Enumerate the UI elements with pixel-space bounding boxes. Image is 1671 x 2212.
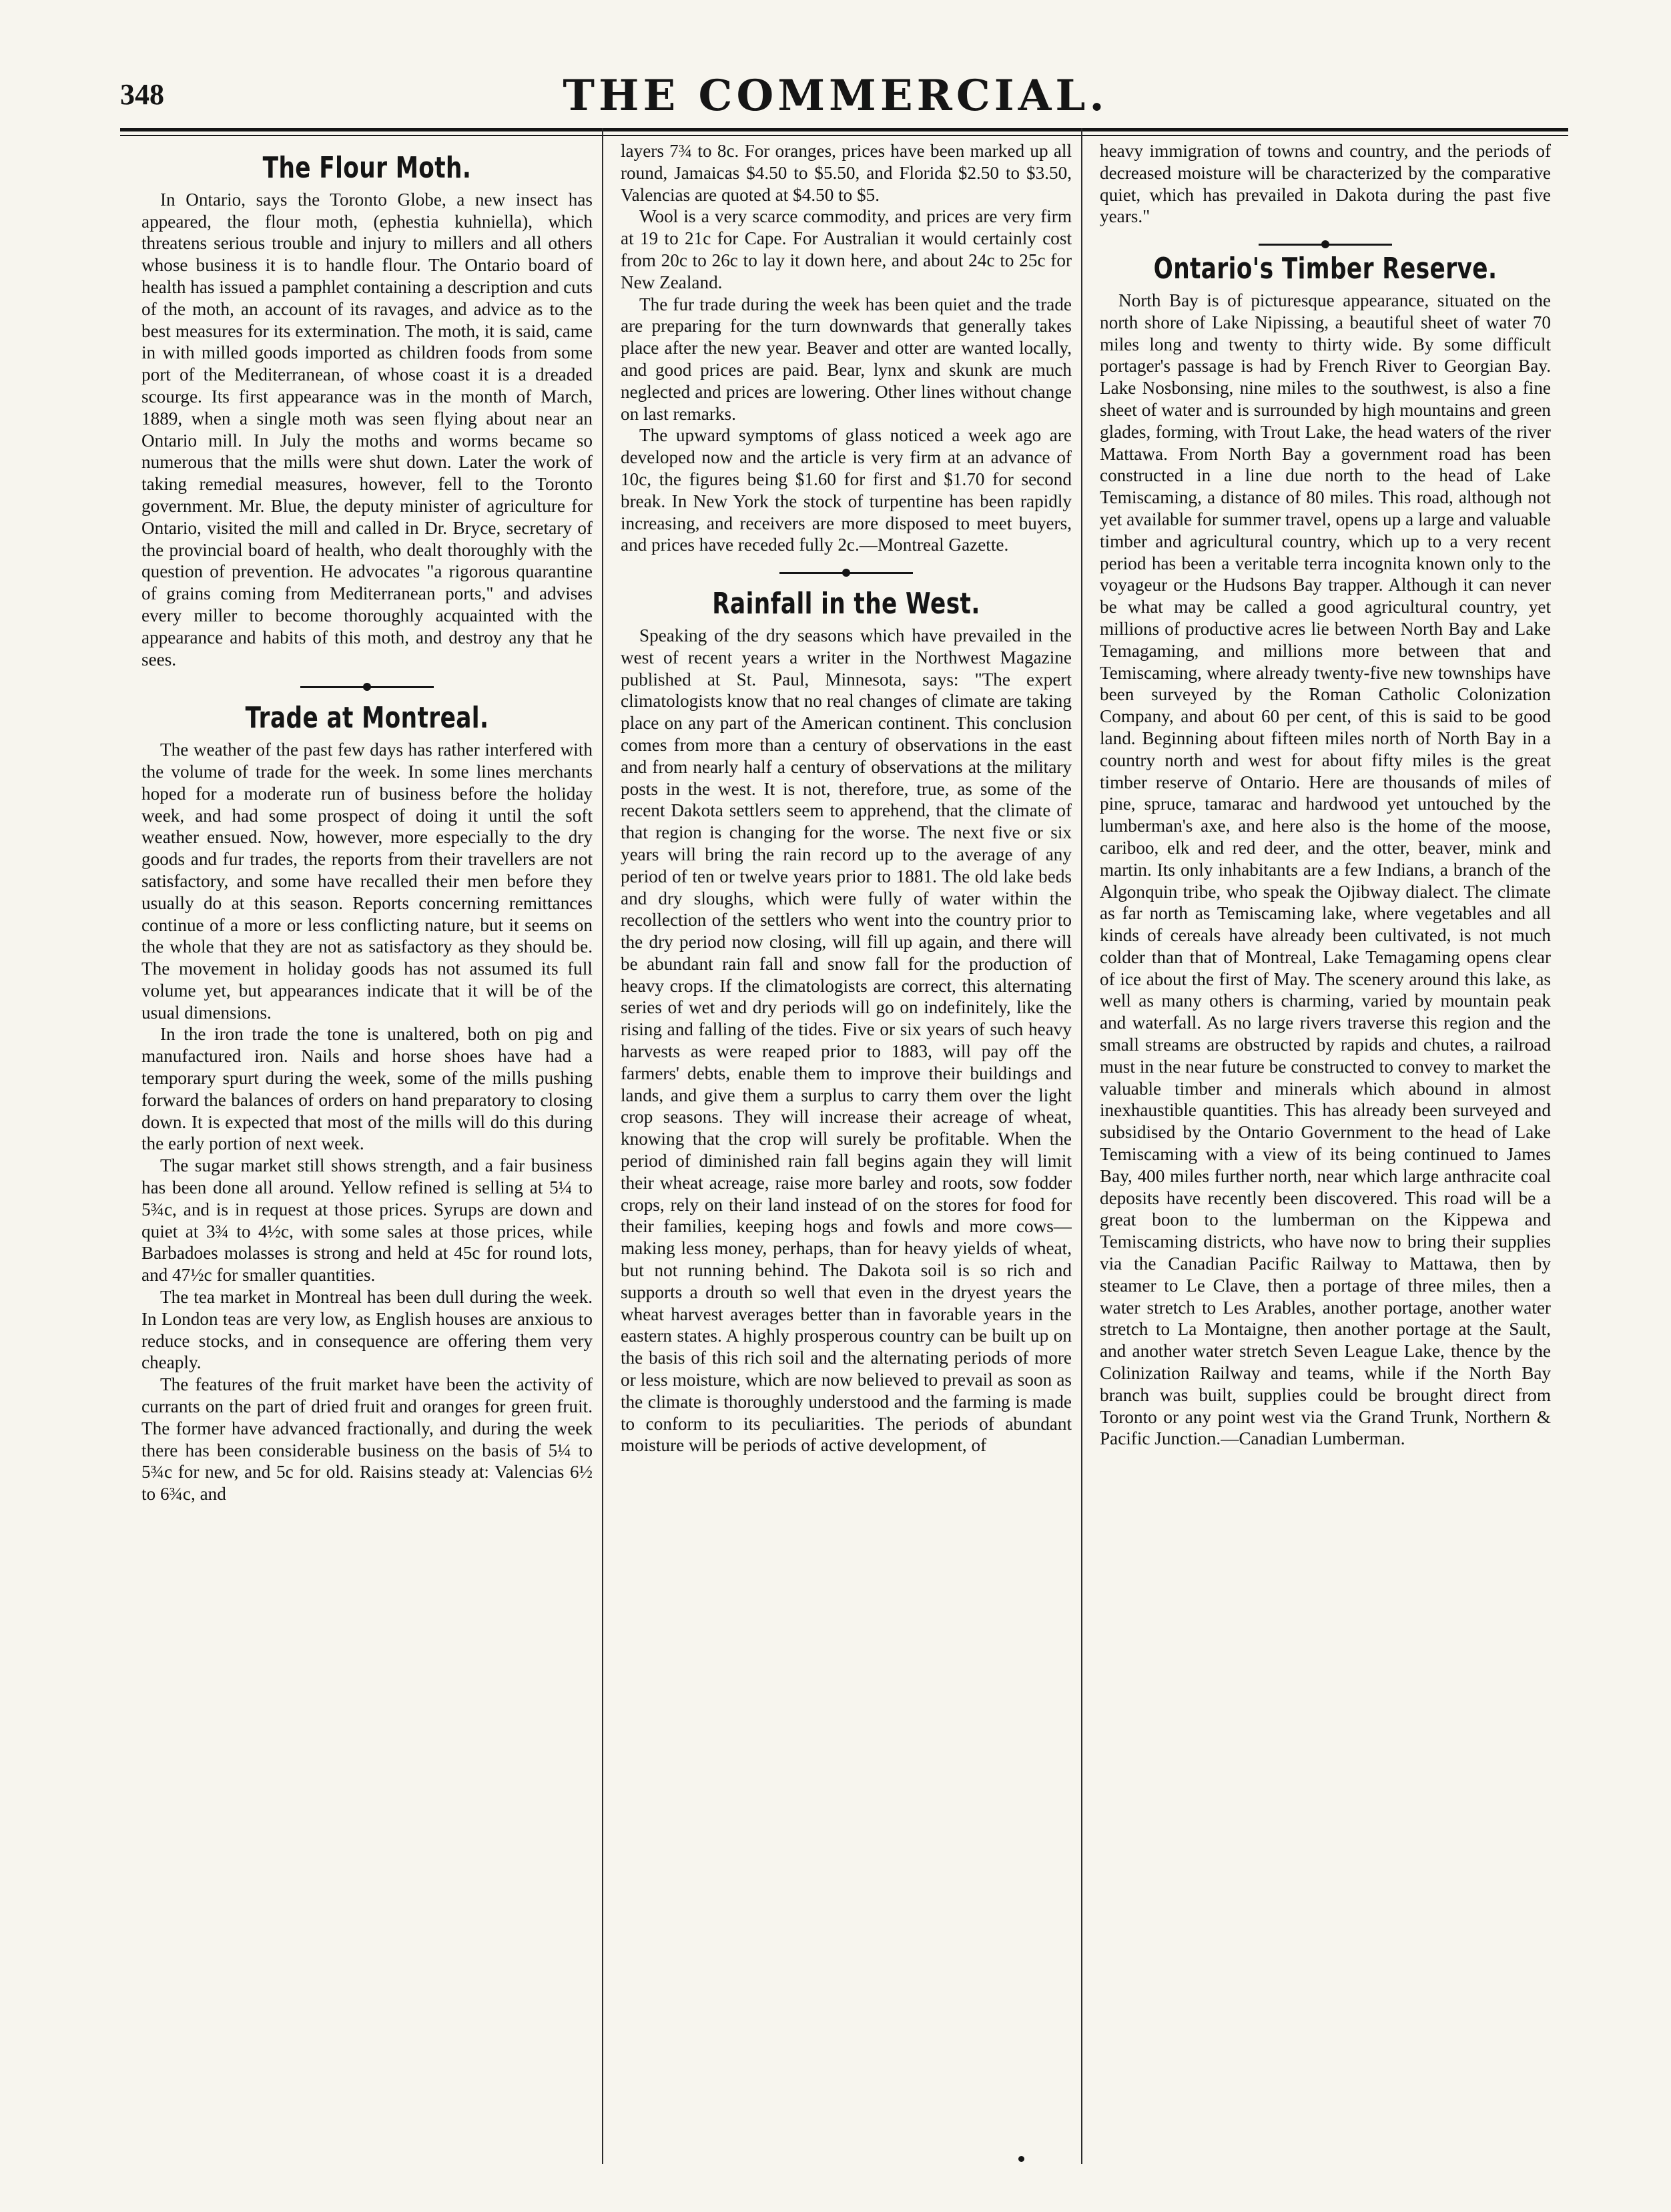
- article-title-timber-reserve: Ontario's Timber Reserve.: [1153, 252, 1497, 286]
- article-title-trade-montreal: Trade at Montreal.: [245, 701, 489, 736]
- trade-montreal-continuation: The upward symptoms of glass noticed a week ago are developed now and the article is very firm at an advance of 10c, the figures being $1.60 for first and $1.70 for second break. In New York the stock of turpentine has been rapidly increasing, and receivers are more disposed to meet buyers, and prices have receded fully 2c.—Montreal Gazette.: [621, 425, 1072, 555]
- header-rule-thick: [120, 128, 1568, 131]
- trade-montreal-continuation: The fur trade during the week has been quiet and the trade are preparing for the turn downwards that generally takes place after the new year. Beaver and otter are wanted locally, and good prices are paid. Bear, lynx and skunk are much neglected and prices are lowering. Other lines without change on last remarks.: [621, 294, 1072, 424]
- rainfall-west-paragraph: Speaking of the dry seasons which have prevailed in the west of recent years a writer in the Northwest Magazine published at St. Paul, Minnesota, says: "The expert climatologists know that no real changes of climate are taking place on any part of the American continent. This conclusion comes from more than a century of observations in the east and from nearly half a century of observations at the military posts in the west. It is not, therefore, true, as some of the recent Dakota settlers seem to apprehend, that the climate of that region is changing for the worse. The next five or six years will bring the rain record up to the average of any period of ten or twelve years prior to 1881. The old lake beds and dry sloughs, which were fully of water within the recollection of the settlers who went into the country prior to the dry period now closing, will fill up again, and there will be abundant rain fall and snow fall for the production of heavy crops. If the climatologists are correct, this alternating series of wet and dry periods will go on indefinitely, like the rising and falling of the tides. Five or six years of such heavy harvests as were reaped prior to 1883, will pay off the farmers' debts, enable them to improve their buildings and lands, and give them a surplus to carry them over the light crop seasons. They will increase their acreage of wheat, knowing that the crop will surely be profitable. When the period of diminished rain fall begins again they will limit their wheat acreage, raise more barley and roots, sow fodder crops, rely on their land instead of on the stores for food for their families, keeping hogs and fowls and more cows—making less money, perhaps, than for heavy yields of wheat, but not running behind. The Dakota soil is so rich and supports a drouth so well that even in the dryest years the wheat harvest averages better than in favorable years in the eastern states. A highly prosperous country can be built up on the basis of this rich soil and the alternating periods of more or less moisture, which are now believed to prevail as soon as the climate is thoroughly understood and the farming is made to conform to its peculiarities. The periods of abundant moisture will be periods of active development, of: [621, 625, 1072, 1456]
- column-1: [141, 140, 593, 2163]
- trade-montreal-paragraph: The weather of the past few days has rather interfered with the volume of trade for the week. In some lines merchants hoped for a moderate run of business before the holiday week, and had some prospect of doing it until the soft weather ensued. Now, however, more especially to the dry goods and fur trades, the reports from their travellers are not satisfactory, and some have recalled their men before they usually do at this season. Reports concerning remittances continue of a more or less conflicting nature, but it seems on the whole that they are not as satisfactory as they should be. The movement in holiday goods has not assumed its full volume yet, but appearances indicate that it will be of the usual dimensions.: [141, 740, 593, 1023]
- flour-moth-paragraph: In Ontario, says the Toronto Globe, a new insect has appeared, the flour moth, (ephestia kuhniella), which threatens serious trouble and injury to millers and all others whose business it is to handle flour. The Ontario board of health has issued a pamphlet containing a description and cuts of the moth, an account of its ravages, and advice as to the best measures for its extermination. The moth, it is said, came in with milled goods imported as children foods from some port of the Mediterranean, of whose coast it is a dreaded scourge. Its first appearance was in the month of March, 1889, when a single moth was seen flying about near an Ontario mill. In July the moths and worms became so numerous that the mills were shut down. Later the work of taking remedial measures, however, fell to the Toronto government. Mr. Blue, the deputy minister of agriculture for Ontario, visited the mill and called in Dr. Bryce, secretary of the provincial board of health, who dealt thoroughly with the question of prevention. He advocates "a rigorous quarantine of grains coming from Mediterranean ports," and advises every miller to become thoroughly acquainted with the appearance and habits of this moth, and destroy any that he sees.: [141, 189, 593, 669]
- article-separator: [1100, 237, 1551, 252]
- article-title-rainfall-west: Rainfall in the West.: [712, 587, 980, 621]
- header-rule-thin: [120, 135, 1568, 136]
- trade-montreal-paragraph: The sugar market still shows strength, and a fair business has been done all around. Yellow refined is selling at 5¼ to 5¾c, and is in request at those prices. Syrups are down and quiet at 3¾ to 4½c, with some sales at those prices, while Barbadoes molasses is strong and held at 45c for round lots, and 47½c for smaller quantities.: [141, 1155, 593, 1286]
- trade-montreal-continuation: Wool is a very scarce commodity, and prices are very firm at 19 to 21c for Cape. For Australian it would certainly cost from 20c to 26c to lay it down here, and about 24c to 25c for New Zealand.: [621, 206, 1072, 292]
- masthead: THE COMMERCIAL.: [563, 71, 1108, 121]
- article-title-flour-moth: The Flour Moth.: [262, 151, 472, 185]
- rainfall-west-continuation: heavy immigration of towns and country, and the periods of decreased moisture will be characterized by the comparative quiet, which has prevailed in Dakota during the past five years.": [1100, 141, 1551, 227]
- timber-reserve-paragraph: North Bay is of picturesque appearance, situated on the north shore of Lake Nipissing, a beautiful sheet of water 70 miles long and twenty to thirty wide. By some difficult portager's passage is had by French River to Georgian Bay. Lake Nosbonsing, nine miles to the southwest, is also a fine sheet of water and is surrounded by high mountains and green glades, forming, with Trout Lake, the head waters of the river Mattawa. From North Bay a government road has been constructed in a line due north to the head of Lake Temiscaming, a distance of 80 miles. This road, although not yet available for summer travel, opens up a large and valuable timber and agricultural country, which up to a very recent period has been a veritable terra incognita known only to the voyageur or the Hudsons Bay trapper. Although it can never be what may be called a good agricultural country, yet millions of productive acres lie between North Bay and Lake Temagaming, and millions more between that and Temiscaming, where already twenty-five new townships have been surveyed by the Roman Catholic Colonization Company, and about 60 per cent, of this is said to be good land. Beginning about fifteen miles north of North Bay in a country north and west for about fifty miles is the great timber reserve of Ontario. Here are thousands of miles of pine, spruce, tamarac and hardwood yet untouched by the lumberman's axe, and here also is the home of the moose, cariboo, elk and red deer, and the otter, beaver, mink and martin. Its only inhabitants are a few Indians, a branch of the Algonquin tribe, who speak the Ojibway dialect. The climate as far north as Temiscaming lake, where vegetables and all kinds of cereals have already been cultivated, is not much colder than that of Montreal, Lake Temagaming opens clear of ice about the first of May. The scenery around this lake, as well as many others is charming, varied by mountain peak and waterfall. As no large rivers traverse this region and the small streams are obstructed by rapids and chutes, a railroad must in the near future be constructed to convey to market the valuable timber and minerals which abound in almost inexhaustible quantities. This has already been surveyed and subsidised by the Ontario Government to the head of Lake Temiscaming with a view of its being continued to James Bay, 400 miles further north, near which large anthracite coal deposits have recently been discovered. This road will be a great boon to the lumberman on the Kippewa and Temiscaming districts, who have now to bring their supplies via the Canadian Pacific Railway to Mattawa, then by steamer to Le Clave, then a portage of three miles, then a water stretch to Les Arables, another portage, another water stretch to La Montaigne, then another portage at the Sault, and another water stretch Seven League Lake, thence by the Colinization Railway and teams, while if the North Bay branch was built, supplies could be brought direct from Toronto or any point west via the Grand Trunk, Northern & Pacific Junction.—Canadian Lumberman.: [1100, 290, 1551, 1449]
- trade-montreal-continuation: layers 7¾ to 8c. For oranges, prices have been marked up all round, Jamaicas $4.50 to $5.50, and Florida $2.50 to $3.50, Valencias are quoted at $4.50 to $5.: [621, 141, 1072, 205]
- footer-dot: [1018, 2156, 1024, 2162]
- article-separator: [141, 679, 593, 694]
- trade-montreal-paragraph: The tea market in Montreal has been dull during the week. In London teas are very low, as English houses are anxious to reduce stocks, and in consequence are offering them very cheaply.: [141, 1287, 593, 1373]
- page-number: 348: [120, 78, 164, 111]
- column-2: [621, 140, 1072, 2163]
- article-separator: [621, 565, 1072, 580]
- column-rule-1: [602, 128, 603, 2164]
- column-3: [1100, 140, 1551, 2163]
- column-rule-2: [1081, 128, 1082, 2164]
- trade-montreal-paragraph: The features of the fruit market have been the activity of currants on the part of dried fruit and oranges for green fruit. The former have advanced fractionally, and during the week there has been considerable business on the basis of 5¼ to 5¾c for new, and 5c for old. Raisins steady at: Valencias 6½ to 6¾c, and: [141, 1374, 593, 1504]
- trade-montreal-paragraph: In the iron trade the tone is unaltered, both on pig and manufactured iron. Nails and horse shoes have had a temporary spurt during the week, some of the mills pushing forward the balances of orders on hand preparatory to closing down. It is expected that most of the mills will do this during the early portion of next week.: [141, 1024, 593, 1154]
